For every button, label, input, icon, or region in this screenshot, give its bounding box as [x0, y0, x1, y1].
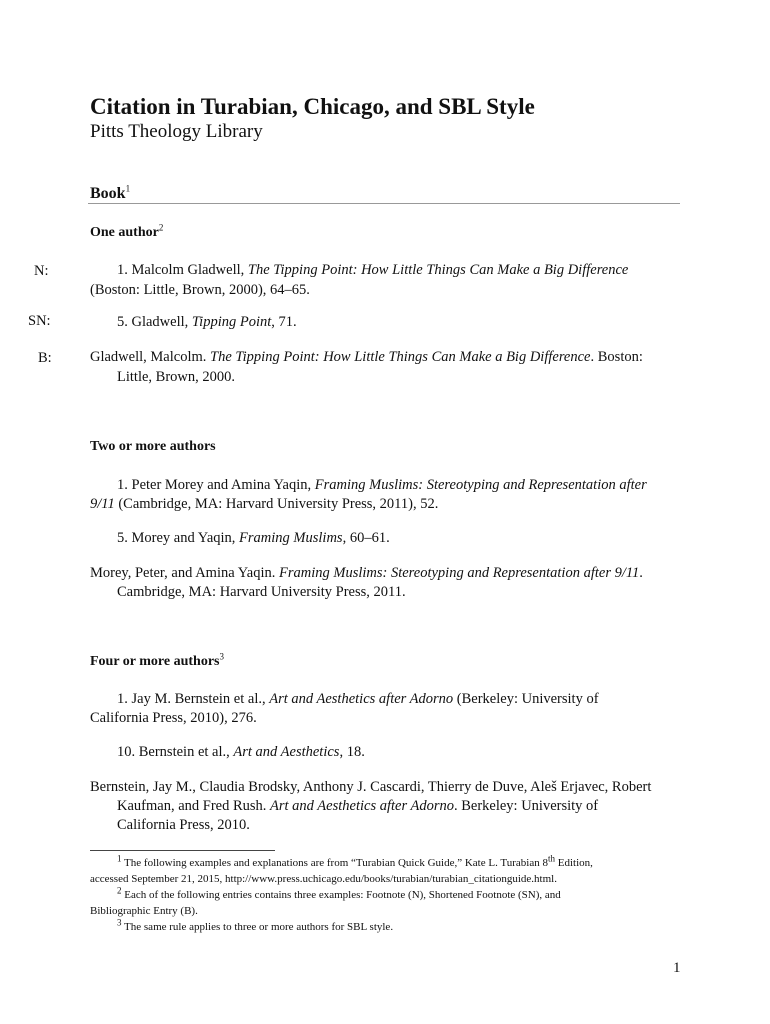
- document-subtitle: Pitts Theology Library: [90, 121, 263, 142]
- note-entry: 1. Jay M. Bernstein et al., Art and Aesthetics after Adorno (Berkeley: University of: [117, 691, 599, 707]
- subheading-four-authors: Four or more authors$^3$: [90, 651, 224, 669]
- subheading-two-authors: Two or more authors: [90, 439, 216, 454]
- short-note-entry: 5. Gladwell, Tipping Point, 71.: [117, 314, 297, 330]
- footnote-ref-2: 2: [158, 222, 164, 233]
- footnote-2-cont: Bibliographic Entry (B).: [90, 905, 198, 917]
- footnote-ref-3: 3: [219, 651, 224, 662]
- page-number: 1: [673, 960, 681, 976]
- bibliography-entry-cont: California Press, 2010.: [117, 817, 250, 833]
- bibliography-entry-cont: Little, Brown, 2000.: [117, 369, 236, 385]
- note-entry: 1. Peter Morey and Amina Yaqin, Framing Muslims: Stereotyping and Representation after: [117, 477, 647, 493]
- short-note-entry: 5. Morey and Yaqin, Framing Muslims, 60–61.: [117, 530, 390, 546]
- note-label: N:: [34, 263, 49, 279]
- bibliography-label: B:: [38, 350, 52, 366]
- bibliography-entry: Bernstein, Jay M., Claudia Brodsky, Anthony J. Cascardi, Thierry de Duve, Aleš Erjavec, Robert: [90, 779, 652, 795]
- document-title: Citation in Turabian, Chicago, and SBL Style: [90, 94, 535, 119]
- bibliography-entry-cont: Cambridge, MA: Harvard University Press, 2011.: [117, 584, 406, 600]
- footnote-3: $^3$ The same rule applies to three or more authors for SBL style.: [117, 917, 394, 933]
- note-entry-cont: California Press, 2010), 276.: [90, 710, 257, 726]
- section-divider: [88, 203, 680, 204]
- bibliography-entry-cont: Kaufman, and Fred Rush. Art and Aesthetics after Adorno. Berkeley: University of: [117, 798, 599, 814]
- footnote-1-cont: accessed September 21, 2015, http://www.press.uchicago.edu/books/turabian/turabian_citationguide.html.: [90, 873, 557, 885]
- bibliography-entry: Gladwell, Malcolm. The Tipping Point: How Little Things Can Make a Big Difference. Boston:: [90, 349, 643, 365]
- bibliography-entry: Morey, Peter, and Amina Yaqin. Framing Muslims: Stereotyping and Representation after 9/11.: [90, 565, 643, 581]
- note-entry-cont: 9/11 (Cambridge, MA: Harvard University Press, 2011), 52.: [90, 496, 439, 512]
- footnote-divider: [90, 850, 275, 851]
- short-note-entry: 10. Bernstein et al., Art and Aesthetics, 18.: [117, 744, 365, 760]
- footnote-1: $^1$ The following examples and explanations are from “Turabian Quick Guide,” Kate L. Turabian 8th Edition,: [117, 853, 593, 869]
- subheading-one-author: One author$^2$: [90, 222, 164, 240]
- section-heading-book: Book$^1$: [90, 183, 131, 202]
- note-entry: 1. Malcolm Gladwell, The Tipping Point: How Little Things Can Make a Big Difference: [117, 262, 629, 278]
- short-note-label: SN:: [28, 313, 51, 329]
- footnote-ref-1: 1: [125, 183, 131, 194]
- footnote-2: $^2$ Each of the following entries contains three examples: Footnote (N), Shortened Footnote (SN), and: [117, 885, 561, 901]
- note-entry-cont: (Boston: Little, Brown, 2000), 64–65.: [90, 282, 310, 298]
